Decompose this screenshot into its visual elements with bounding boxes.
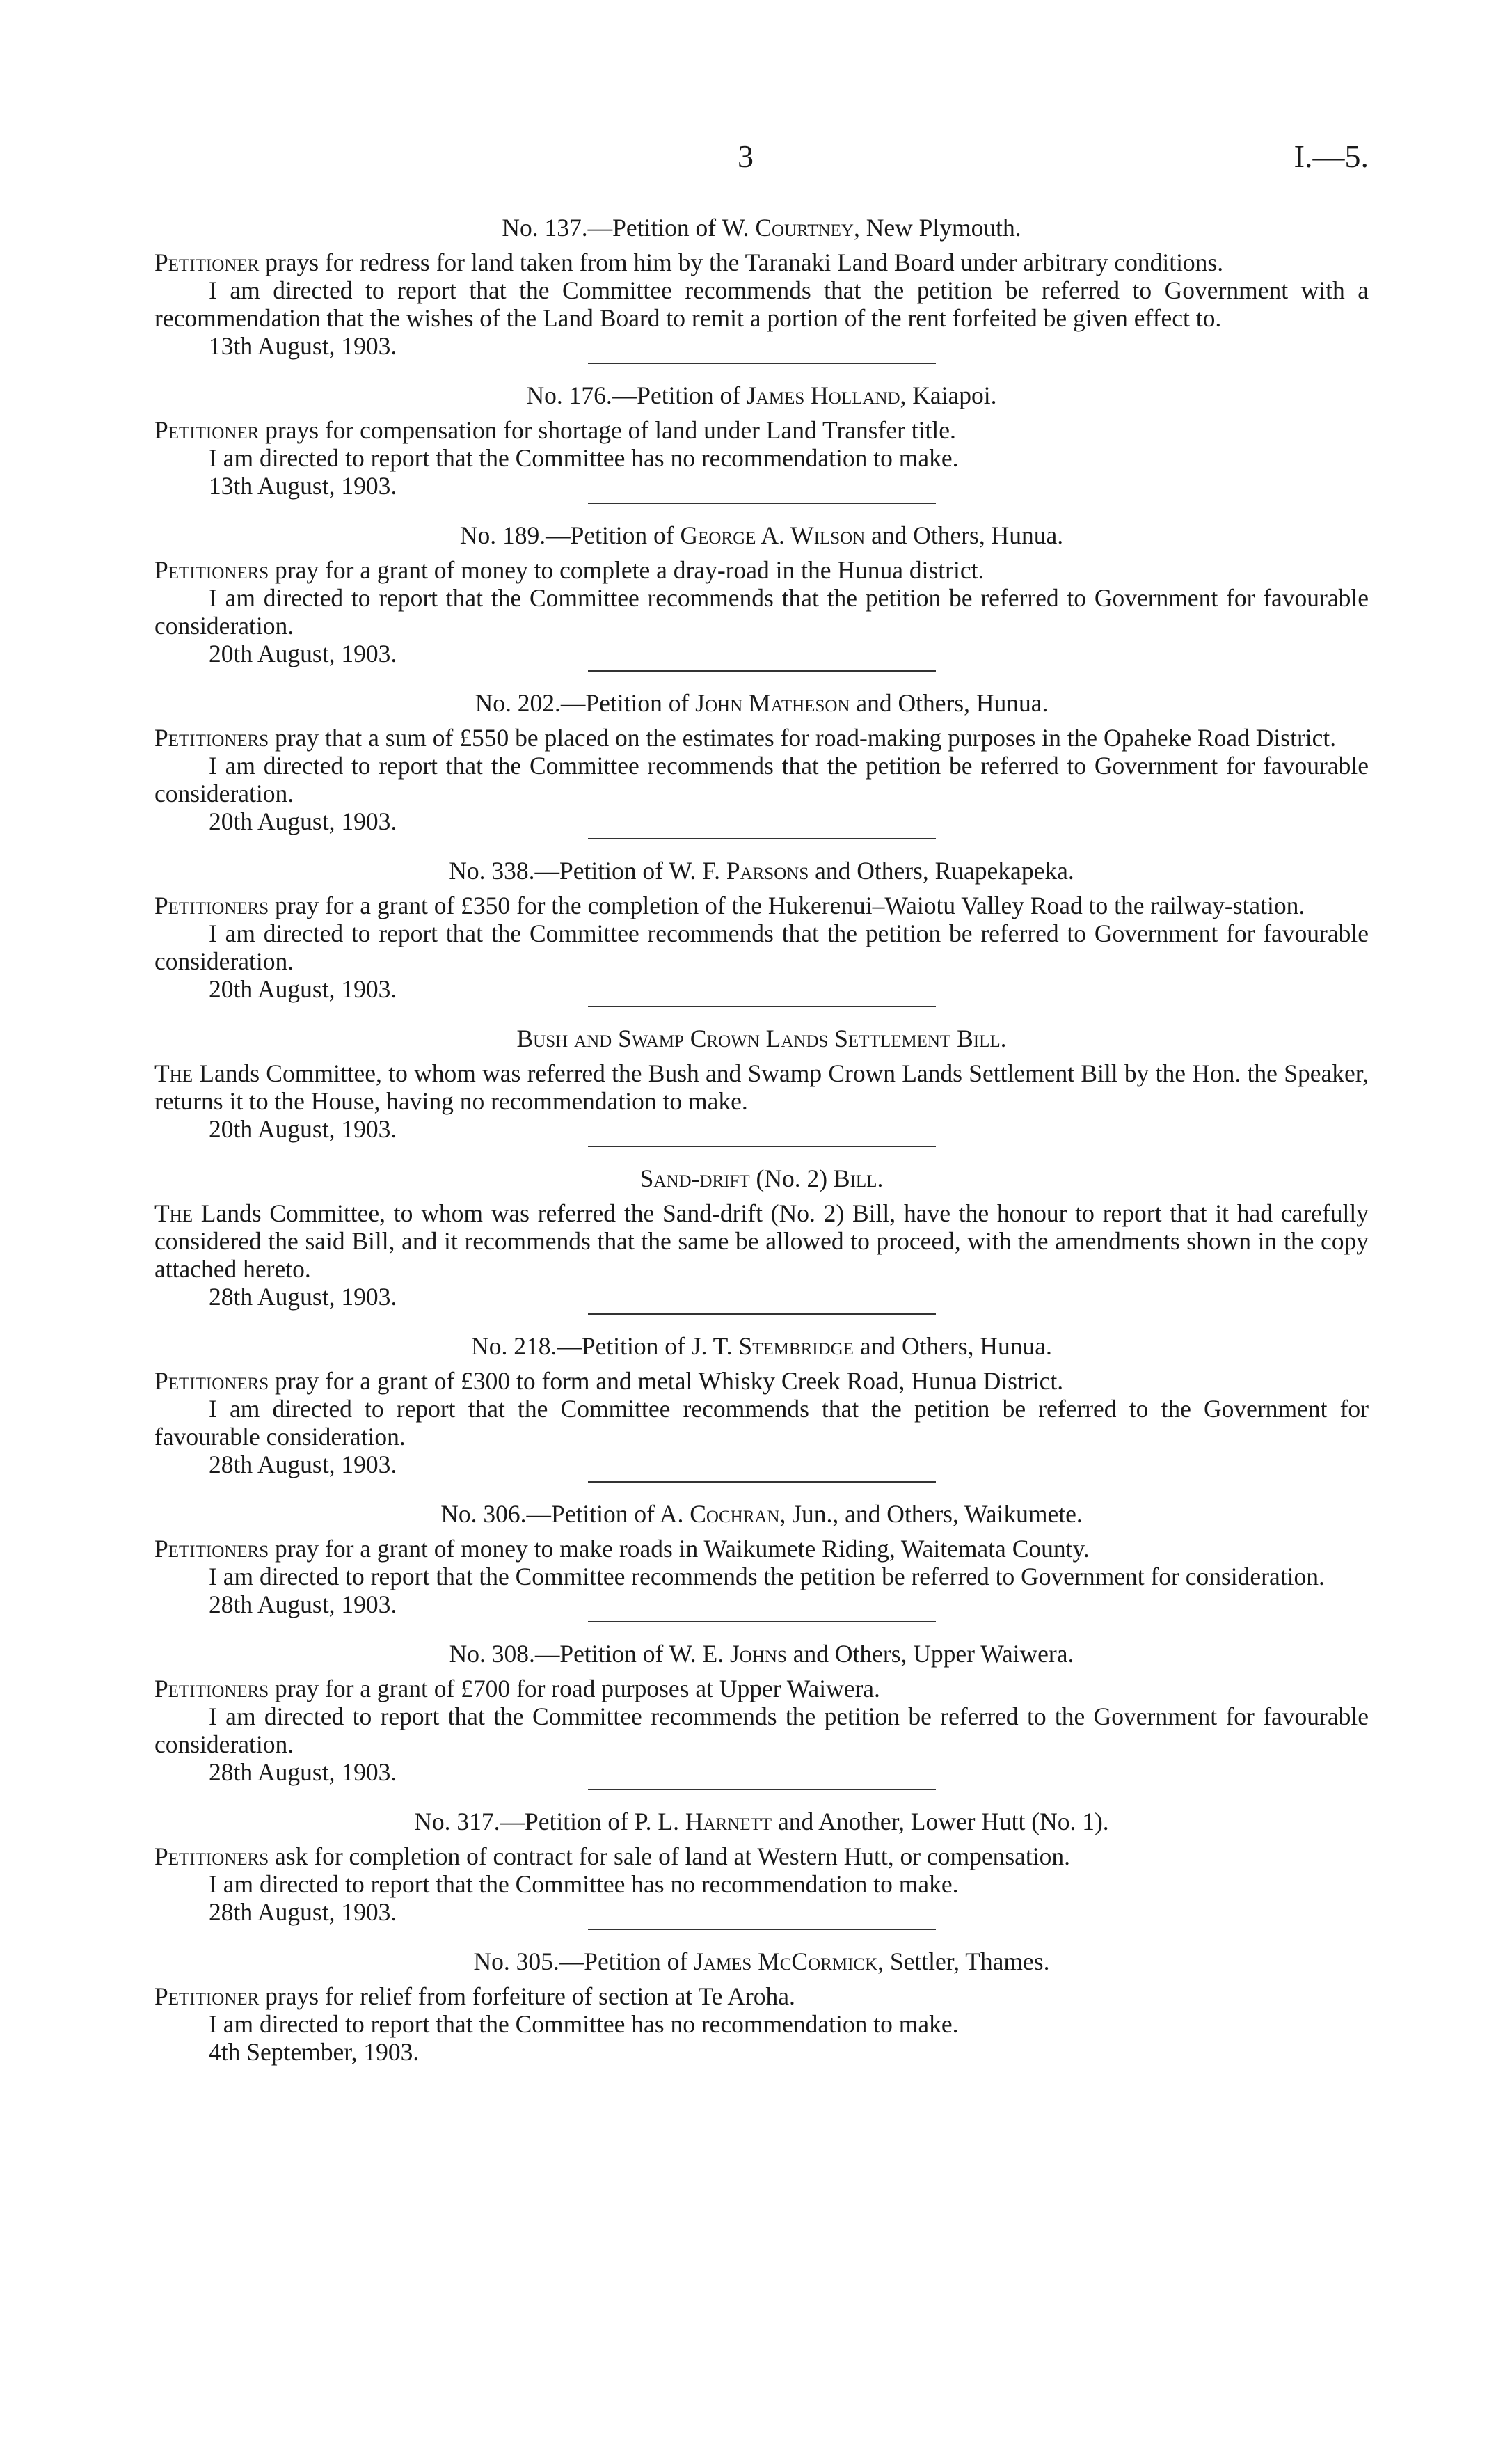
petition-prayer: Petitioner prays for redress for land taken from him by the Taranaki Land Board under arbitrary conditions. (154, 248, 1224, 276)
petition-title: No. 305.—Petition of James McCormick, Settler, Thames. (473, 1947, 1050, 1975)
committee-report: I am directed to report that the Committee has no recommendation to make. (209, 2010, 959, 2038)
section-divider (588, 363, 936, 364)
petition-title: No. 218.—Petition of J. T. Stembridge and Others, Hunua. (471, 1332, 1052, 1360)
petition-title: No. 338.—Petition of W. F. Parsons and Others, Ruapekapeka. (449, 857, 1074, 885)
section-divider (588, 1146, 936, 1147)
report-date: 28th August, 1903. (209, 1283, 397, 1311)
report-date: 28th August, 1903. (209, 1758, 397, 1786)
petition-title: No. 306.—Petition of A. Cochran, Jun., and Others, Waikumete. (440, 1500, 1083, 1528)
petition-title: No. 308.—Petition of W. E. Johns and Others, Upper Waiwera. (449, 1640, 1074, 1668)
petition-entry (154, 213, 1369, 364)
petition-entry (154, 1807, 1369, 1930)
report-date: 13th August, 1903. (209, 332, 397, 360)
report-date: 4th September, 1903. (209, 2038, 420, 2066)
committee-report: I am directed to report that the Committee recommends the petition be referred to Government for consideration. (209, 1563, 1325, 1590)
report-date: 13th August, 1903. (209, 472, 397, 500)
bill-entry (154, 1024, 1369, 1147)
petition-prayer: Petitioners pray that a sum of £550 be placed on the estimates for road-making purposes in the Opaheke Road District. (154, 724, 1337, 752)
committee-report: I am directed to report that the Committee recommends that the petition be referred to Government with a recommendation that the wishes of the Land Board to remit a portion of the rent forfeited be given effect to. (154, 276, 1369, 332)
report-date: 20th August, 1903. (209, 640, 397, 667)
petition-entry (154, 1947, 1369, 2066)
bill-report: The Lands Committee, to whom was referred the Sand-drift (No. 2) Bill, have the honour to report that it had carefully considered the said Bill, and it recommends that the same be allowed to proceed, with the amendments shown in the copy attached hereto. (154, 1199, 1369, 1283)
report-date: 28th August, 1903. (209, 1898, 397, 1926)
petition-prayer: Petitioners pray for a grant of money to complete a dray-road in the Hunua district. (154, 556, 985, 584)
section-divider (588, 1621, 936, 1622)
report-date: 28th August, 1903. (209, 1451, 397, 1478)
petition-entry (154, 1331, 1369, 1483)
page-number: 3 (738, 139, 754, 174)
petition-prayer: Petitioners pray for a grant of £300 to form and metal Whisky Creek Road, Hunua District. (154, 1367, 1064, 1395)
petition-prayer: Petitioners pray for a grant of £700 for road purposes at Upper Waiwera. (154, 1675, 880, 1702)
report-date: 20th August, 1903. (209, 807, 397, 835)
petition-prayer: Petitioners pray for a grant of £350 for the completion of the Hukerenui–Waiotu Valley Road to the railway-station. (154, 892, 1305, 919)
petition-prayer: Petitioners pray for a grant of money to make roads in Waikumete Riding, Waitemata County. (154, 1535, 1090, 1563)
report-date: 20th August, 1903. (209, 1115, 397, 1143)
petition-entry (154, 381, 1369, 504)
petition-entry (154, 856, 1369, 1007)
committee-report: I am directed to report that the Committee recommends the petition be referred to the Government for favourable consideration. (154, 1702, 1369, 1758)
section-divider (588, 1481, 936, 1483)
bill-title: Sand-drift (No. 2) Bill. (639, 1164, 884, 1192)
petition-prayer: Petitioner prays for relief from forfeiture of section at Te Aroha. (154, 1982, 795, 2010)
committee-report: I am directed to report that the Committee recommends that the petition be referred to Government for favourable consideration. (154, 919, 1369, 975)
report-date: 28th August, 1903. (209, 1590, 397, 1618)
section-divider (588, 503, 936, 504)
section-divider (588, 1929, 936, 1930)
petition-title: No. 189.—Petition of George A. Wilson and Others, Hunua. (459, 521, 1064, 549)
petition-entry (154, 1499, 1369, 1622)
petition-title: No. 317.—Petition of P. L. Harnett and Another, Lower Hutt (No. 1). (414, 1808, 1109, 1835)
petition-title: No. 202.—Petition of John Matheson and Others, Hunua. (475, 689, 1049, 717)
bill-report: The Lands Committee, to whom was referred the Bush and Swamp Crown Lands Settlement Bill by the Hon. the Speaker, returns it to the House, having no recommendation to make. (154, 1059, 1369, 1115)
section-divider (588, 1789, 936, 1790)
section-divider (588, 1313, 936, 1315)
petition-prayer: Petitioners ask for completion of contract for sale of land at Western Hutt, or compensation. (154, 1842, 1071, 1870)
section-divider (588, 1006, 936, 1007)
committee-report: I am directed to report that the Committee has no recommendation to make. (209, 1870, 959, 1898)
committee-report: I am directed to report that the Committee recommends that the petition be referred to Government for favourable consideration. (154, 584, 1369, 640)
bill-entry (154, 1164, 1369, 1315)
petition-title: No. 137.—Petition of W. Courtney, New Plymouth. (502, 214, 1021, 242)
committee-report: I am directed to report that the Committee recommends that the petition be referred to the Government for favourable consideration. (154, 1395, 1369, 1451)
section-divider (588, 838, 936, 839)
petitions-list (154, 213, 1369, 2066)
document-reference: I.—5. (1294, 139, 1369, 174)
section-divider (588, 670, 936, 672)
committee-report: I am directed to report that the Committee recommends that the petition be referred to Government for favourable consideration. (154, 752, 1369, 807)
petition-entry (154, 521, 1369, 672)
petition-title: No. 176.—Petition of James Holland, Kaiapoi. (526, 381, 997, 409)
petition-prayer: Petitioner prays for compensation for shortage of land under Land Transfer title. (154, 416, 956, 444)
committee-report: I am directed to report that the Committee has no recommendation to make. (209, 444, 959, 472)
bill-title: Bush and Swamp Crown Lands Settlement Bill. (516, 1025, 1007, 1052)
petition-entry (154, 1639, 1369, 1790)
report-date: 20th August, 1903. (209, 975, 397, 1003)
petition-entry (154, 688, 1369, 839)
